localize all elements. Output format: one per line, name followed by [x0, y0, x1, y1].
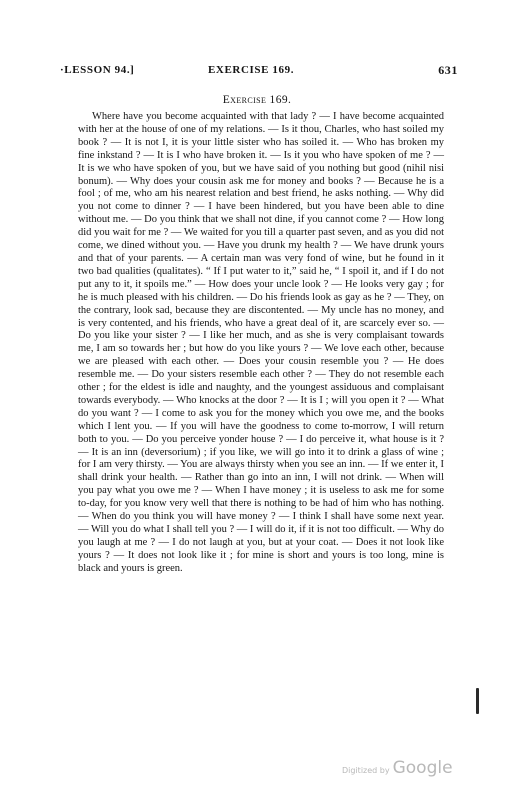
exercise-title: Exercise 169.	[222, 94, 292, 106]
running-header	[60, 64, 458, 80]
google-watermark	[342, 758, 453, 778]
margin-mark	[476, 688, 479, 714]
watermark-prefix: Digitized by	[342, 766, 390, 775]
watermark-brand: Google	[392, 758, 453, 778]
exercise-text: Where have you become acquainted with that lady ? — I have become acquainted with her at the house of one of my relations. — Is it thou, Charles, who hast soiled my book ? — It is not I, it is your little sister who has soiled it. — Who has broken my fine inkstand ? — It is I who have broken it. — Is it you who have spoken of me ? — It is we who have spoken of you, but we have said of you nothing but good (nihil nisi bonum). — Why does your cousin ask me for money and books ? — Because he is a fool ; of me, who am his nearest relation and best friend, he asks nothing. — Why did you not come to dinner ? — I have been hindered, but you have been able to dine without me. — Do you think that we shall not dine, if you cannot come ? — How long did you wait for me ? — We waited for you till a quarter past seven, and as you did not come, we dined without you. — Have you drunk my health ? — We have drunk yours and that of your parents. — A certain man was very fond of wine, but he found in it two bad qualities (qualitates). “ If I put water to it,” said he, “ I spoil it, and if I do not put any to it, it spoils me.” — How does your uncle look ? — He looks very gay ; for he is much pleased with his children. — Do his friends look as gay as he ? — They, on the contrary, look sad, because they are discontented. — My uncle has no money, and is very contented, and his friends, who have a great deal of it, are scarcely ever so. — Do you like your sister ? — I like her much, and as she is very complaisant towards me, I am so towards her ; but how do you like yours ? — We love each other, because we are pleased with each other. — Does your cousin resemble you ? — He does resemble me. — Do your sisters resemble each other ? — They do not resemble each other ; for the eldest is idle and naughty, and the youngest assiduous and complaisant towards everybody. — Who knocks at the door ? — It is I ; will you open it ? — What do you want ? — I come to ask you for the money which you owe me, and the books which I lent you. — If you will have the goodness to come to-morrow, I will return both to you. — Do you perceive yonder house ? — I do perceive it, what house is it ? — It is an inn (deversorium) ; if you like, we will go into it to drink a glass of wine ; for I am very thirsty. — You are always thirsty when you see an inn. — If we enter it, I shall drink your health. — Rather than go into an inn, I will not drink. — When will you pay what you owe me ? — When I have money ; it is useless to ask me for some to-day, for you know very well that there is nothing to be had of him who has nothing. — When do you think you will have money ? — I think I shall have some next year. — Will you do what I shall tell you ? — I will do it, if it is not too difficult. — Why do you laugh at me ? — I do not laugh at you, but at your coat. — Does it not look like yours ? — It does not look like it ; for mine is short and yours is too long, mine is black and yours is green.	[78, 111, 444, 574]
header-lesson: ·LESSON 94.]	[60, 64, 135, 76]
page-number: 631	[438, 63, 458, 77]
header-exercise: EXERCISE 169.	[208, 64, 295, 76]
